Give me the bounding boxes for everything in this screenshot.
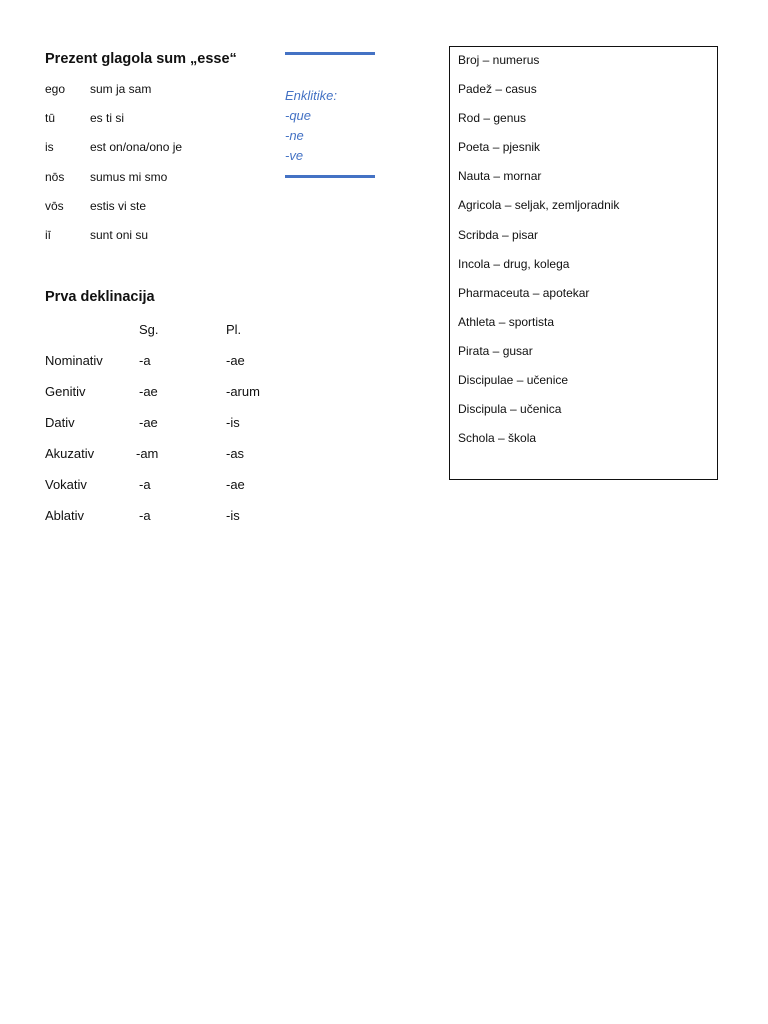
case-name: Genitiv xyxy=(45,384,86,399)
plural-ending: -as xyxy=(226,446,245,461)
enclitic-item: -ve xyxy=(285,148,304,163)
declension-title: Prva deklinacija xyxy=(45,289,155,305)
sum-form: sunt oni su xyxy=(90,227,149,242)
enclitic-item: -ne xyxy=(285,128,304,143)
sum-pronoun: ego xyxy=(45,82,66,96)
vocabulary-list xyxy=(458,53,619,460)
enclitics-list xyxy=(285,86,337,166)
vocabulary-item: Discipulae – učenice xyxy=(458,373,569,388)
plural-ending: -is xyxy=(226,415,240,430)
plural-header: Pl. xyxy=(226,322,242,337)
singular-ending: -ae xyxy=(139,415,158,430)
vocabulary-item: Schola – škola xyxy=(458,431,537,446)
plural-ending: -arum xyxy=(226,384,260,399)
sum-form: estis vi ste xyxy=(90,198,147,213)
singular-ending: -a xyxy=(139,353,151,368)
vocabulary-item: Pirata – gusar xyxy=(458,343,533,358)
enclitics-bottom-rule xyxy=(285,175,375,178)
enclitics-top-rule xyxy=(285,52,375,55)
sum-title: Prezent glagola sum „esse“ xyxy=(45,51,237,67)
singular-ending: -am xyxy=(136,446,159,461)
enclitics-label: Enklitike: xyxy=(285,88,338,103)
singular-header: Sg. xyxy=(139,322,159,337)
sum-pronoun: nōs xyxy=(45,169,65,184)
sum-form: sum ja sam xyxy=(90,82,152,96)
sum-pronoun: tū xyxy=(45,111,56,126)
sum-form: sumus mi smo xyxy=(90,169,168,184)
vocabulary-item: Nauta – mornar xyxy=(458,169,542,184)
case-name: Nominativ xyxy=(45,353,103,368)
sum-pronoun: iī xyxy=(45,227,51,242)
vocabulary-item: Pharmaceuta – apotekar xyxy=(458,285,590,300)
vocabulary-item: Padež – casus xyxy=(458,82,537,97)
plural-ending: -ae xyxy=(226,353,245,368)
case-name: Dativ xyxy=(45,415,75,430)
vocabulary-box xyxy=(449,46,718,480)
vocabulary-item: Incola – drug, kolega xyxy=(458,256,570,271)
vocabulary-item: Broj – numerus xyxy=(458,53,540,67)
singular-ending: -ae xyxy=(139,384,158,399)
vocabulary-item: Poeta – pjesnik xyxy=(458,140,541,155)
sum-form: est on/ona/ono je xyxy=(90,140,183,155)
singular-ending: -a xyxy=(139,477,151,492)
vocabulary-item: Rod – genus xyxy=(458,111,527,126)
singular-ending: -a xyxy=(139,508,151,523)
vocabulary-item: Scribda – pisar xyxy=(458,227,539,242)
case-name: Akuzativ xyxy=(45,446,95,461)
sum-pronoun: vōs xyxy=(45,198,64,213)
plural-ending: -is xyxy=(226,508,240,523)
sum-pronoun: is xyxy=(45,140,54,155)
enclitic-item: -que xyxy=(285,108,312,123)
vocabulary-item: Discipula – učenica xyxy=(458,402,562,417)
vocabulary-item: Agricola – seljak, zemljoradnik xyxy=(458,198,620,213)
plural-ending: -ae xyxy=(226,477,245,492)
sum-form: es ti si xyxy=(90,111,125,126)
vocabulary-item: Athleta – sportista xyxy=(458,314,555,329)
case-name: Ablativ xyxy=(45,508,85,523)
case-name: Vokativ xyxy=(45,477,87,492)
